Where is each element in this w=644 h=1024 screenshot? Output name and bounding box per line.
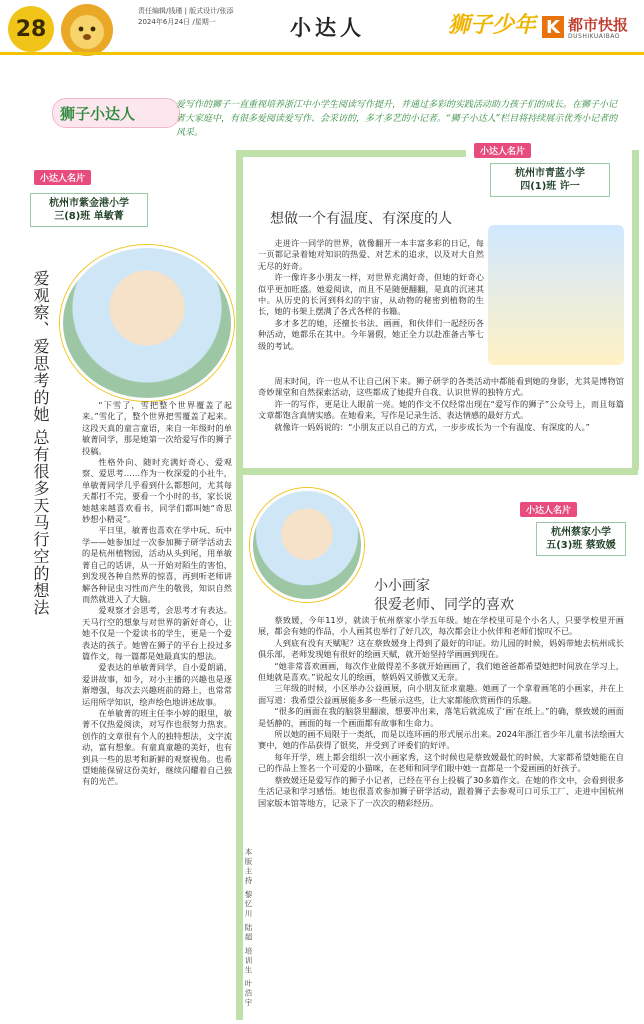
- section-logo: 狮子少年: [448, 12, 537, 38]
- paragraph: “很多的画面在我的脑袋里翻滚，想要冲出来，落笔后就流成了‘画’在纸上。”的确，蔡致媛的画面是恬静的，画面的每一个画面都有故事和生命力。: [258, 706, 624, 728]
- frame-divider: [236, 150, 466, 157]
- brand-english: DUSHIKUAIBAO: [568, 33, 620, 40]
- lion-mascot-icon: [52, 0, 122, 60]
- profile-tag: 小达人名片: [520, 502, 577, 517]
- profile-class: 四(1)班 许一: [520, 181, 580, 192]
- header-divider: [0, 52, 644, 55]
- paragraph: 每年开学，班上都会组织一次小画家秀，这个时候也是蔡致媛最忙的时候，大家都希望她能在自己的作品上签名一个可爱的小猫咪，在老师和同学们眼中她一直都是一个爱画画的好孩子。: [258, 751, 624, 774]
- profile-school: 杭州蔡家小学: [551, 527, 611, 538]
- profile-school: 杭州市紫金港小学: [49, 198, 129, 209]
- column-intro: 爱写作的狮子一直重视培养浙江中小学生阅读写作提升，并通过多彩的实践活动助力孩子们的成长。在狮子小记者大家庭中，有很多爱阅读爱写作、会采访的，多才多艺的小记者。“狮子小达人”栏目将持续展示优秀小记者的风采。: [176, 100, 618, 138]
- profile-vertical-title: 爱观察、爱思考的她 总有很多天马行空的想法: [31, 270, 50, 617]
- paragraph: 许一像许多小朋友一样，对世界充满好奇，但她的好奇心似乎更加旺盛。她爱阅读，而且不是随便翻翻，是真的沉迷其中。从历史的长河到科幻的宇宙，从动物的秘密到植物的生长，她的书架上摆满了各式各样的书籍。: [258, 272, 484, 317]
- section-title: 小达人: [290, 15, 365, 40]
- paragraph: 性格外向、随时充满好奇心、爱观察、爱思考……作为一枚深爱的小社牛，单敏菁同学几乎看到什么都想问，尤其每天都打不完，要看一个小时的书，家长说她越来越喜欢看书，同学们都叫她“奇思妙想小精灵”。: [82, 457, 232, 525]
- profile-school: 杭州市青蓝小学: [515, 168, 585, 179]
- paragraph: 走进许一同学的世界，就像翻开一本丰富多彩的日记，每一页都记录着她对知识的热爱、对艺术的追求，以及对大自然无尽的好奇。: [258, 238, 484, 271]
- brand-logo-icon: K: [542, 16, 564, 38]
- page-credit: 本版主持 黎忆川 陆超 培训生 叶浩宇: [244, 848, 253, 1009]
- frame-divider: [236, 150, 243, 1020]
- paragraph: 蔡致媛还是爱写作的狮子小记者，已经在平台上投稿了30多篇作文。在她的作文中，会看到很多生活记录和学习感悟。她也很喜欢参加狮子研学活动，跟着狮子去参观可口可乐工厂、走进中国杭州国家版本馆等地方，记录下了一次次的精彩经历。: [258, 774, 624, 808]
- profile-card: [30, 193, 148, 227]
- article-headline: 想做一个有温度、有深度的人: [270, 211, 452, 227]
- brand-name: 都市快报: [568, 16, 629, 34]
- paragraph: 平日里，敏菁也喜欢在学中玩、玩中学——她参加过一次参加狮子研学活动去的是杭州植物园，活动从头到尾，用单敏菁自己的话讲，从一开始对陌生的害怕，到发现各种自然界的惊喜，再到听老师讲解各种昆虫习性而产生的敬畏，知识自然而然就进入了大脑。: [82, 525, 232, 604]
- paragraph: 所以她的画不局限于一类纸，而是以连环画的形式展示出来。2024年浙江省少年儿童书法绘画大赛中，她的作品获得了银奖，并受到了评委们的好评。: [258, 729, 624, 751]
- column-label: 狮子小达人: [60, 105, 136, 123]
- article-body: [258, 615, 624, 1020]
- paragraph: “她非常喜欢画画，每次作业做得差不多就开始画画了，我们她爸爸都希望她把时间放在学习上，但她就是喜欢。”说起女儿的绘画，蔡妈妈又骄傲又无奈。: [258, 660, 624, 683]
- paragraph: 三年级的时候，小区举办公益画展，向小朋友征求童趣。她画了一个拿着画笔的小画家，并在上面写道：我希望公益画展能多多一些展示这些，让大家都能欣赏画作的乐趣。: [258, 683, 624, 705]
- profile-photo: [488, 225, 624, 365]
- paragraph: 蔡致媛，今年11岁，就读于杭州蔡家小学五年级。她在学校里可是个小名人，只要学校里开画展，都会有她的作品，小人画其也举行了好几次，每次都会让小伙伴和老师们惊叹不已。: [258, 615, 624, 637]
- article-body: [258, 238, 484, 374]
- article-headline: 小小画家: [374, 578, 430, 594]
- paragraph: 许一的写作，更是让人眼前一亮。她的作文不仅经常出现在“爱写作的狮子”公众号上，而且每篇文章都饱含真情实感。在她看来，写作是记录生活、表达情感的最好方式。: [258, 398, 624, 421]
- paragraph: 就像许一妈妈说的：“小朋友正以自己的方式，一步步成长为一个有温度、有深度的人。”: [274, 421, 590, 432]
- paragraph: 多才多艺的她，还擅长书法、画画，和伙伴们一起经历各种活动，她都乐在其中。今年暑假，她正全力以赴准备古筝七级的考试。: [258, 317, 484, 351]
- paragraph: 人到底有没有天赋呢？这在蔡致媛身上得到了最好的印证。幼儿园的时候，妈妈带她去杭州成长俱乐部，老师发现她有很好的绘画天赋，就开始坚持学画画到现在。: [258, 637, 624, 660]
- paragraph: “下雪了，雪把整个世界覆盖了起来。”雪化了，整个世界把雪覆盖了起来。这段天真的童言童语，来自一年级时的单敏菁同学，那是她第一次给爱写作的狮子投稿。: [82, 400, 232, 456]
- date-line: 2024年6月24日 /星期一: [138, 18, 216, 26]
- article-headline: 很爱老师、同学的喜欢: [374, 597, 514, 613]
- profile-card: [490, 163, 610, 197]
- profile-class: 三(8)班 单敏菁: [54, 211, 124, 222]
- profile-photo: [60, 245, 234, 401]
- frame-divider: [632, 150, 639, 470]
- paragraph: 周末时间，许一也从不让自己闲下来。狮子研学的各类活动中都能看到她的身影，尤其是博物馆奇妙课堂和自然探索活动，这些都成了她提升自我、认识世界的独特方式。: [258, 376, 624, 398]
- profile-tag: 小达人名片: [34, 170, 91, 185]
- paragraph: 在单敏菁的班主任李小婷的眼里，敏菁不仅热爱阅读，对写作也很努力热衷。创作的文章很有个人的独特想法，文字流动，富有想象。有童真童趣的美好，也有到具一些的思考和新鲜的观察视角。也希望她能保留这份美好，继续闪耀着自己独有的光芒。: [82, 707, 232, 787]
- page-number: 28: [8, 6, 54, 52]
- profile-photo: [250, 488, 364, 602]
- profile-card: [536, 522, 626, 556]
- profile-class: 五(3)班 蔡致媛: [546, 540, 616, 551]
- paragraph: 爱观察才会思考，会思考才有表达。天马行空的想象与对世界的新好奇心，让她不仅是一个爱读书的学生，更是一个爱表达的孩子。她曾在狮子的平台上投过多篇作文，每一篇都是她最真实的想法。: [82, 605, 232, 661]
- paragraph: 爱表达的单敏菁同学，自小爱朗诵、爱讲故事，如今，对小主播的兴趣也是逐渐增强，每次去兴趣班前的路上，也常常运用所学知识，绘声绘色地讲述故事。: [82, 662, 232, 707]
- article-body: [82, 400, 232, 1020]
- article-body: [258, 376, 624, 466]
- profile-tag: 小达人名片: [474, 143, 531, 158]
- frame-divider: [240, 468, 638, 475]
- editor-line: 责任编辑/钱瑾 | 版式设计/张添: [138, 7, 234, 15]
